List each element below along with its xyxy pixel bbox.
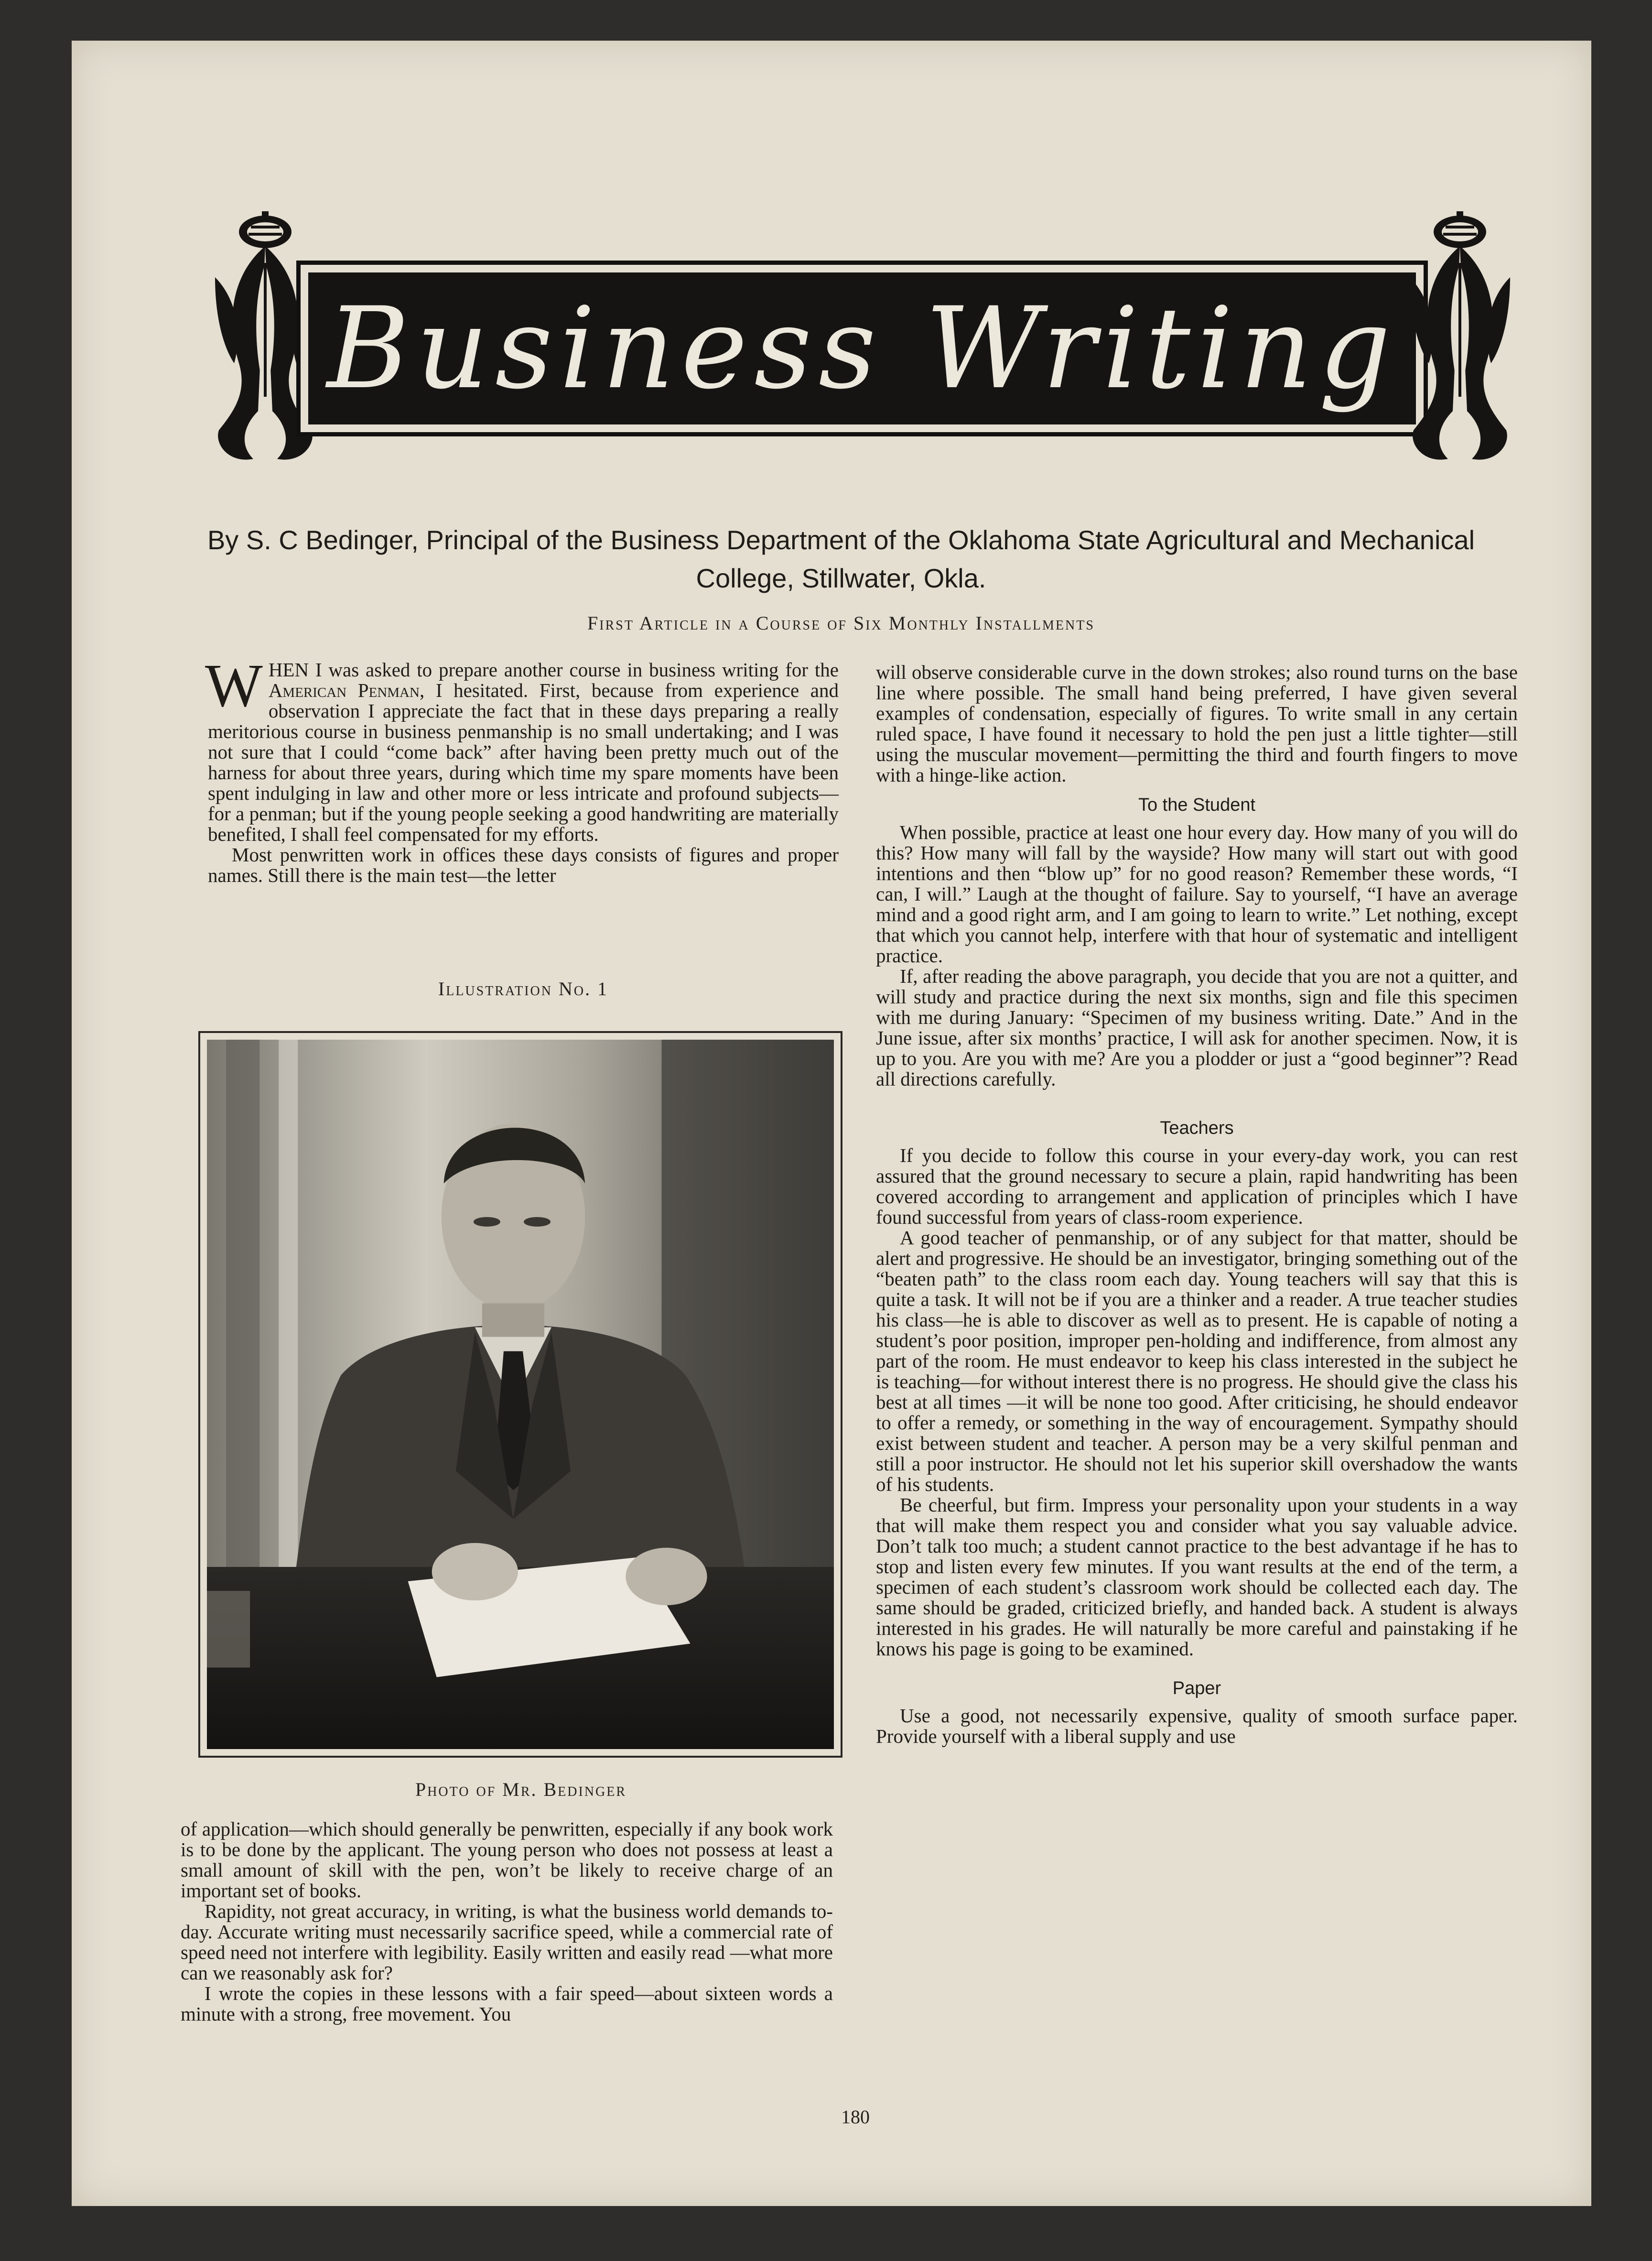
series-note: First Article in a Course of Six Monthly Installments bbox=[587, 612, 1095, 634]
magazine-name: American Penman bbox=[268, 679, 420, 701]
title-banner bbox=[296, 261, 1428, 436]
heading-to-the-student: To the Student bbox=[1138, 795, 1256, 815]
photo-caption: Photo of Mr. Bedinger bbox=[415, 1779, 627, 1800]
left-column-bottom bbox=[181, 1819, 833, 2024]
paragraph: A good teacher of penmanship, or of any subject for that matter, should be alert and progressive. He should be an investigator, bringing something out of the “beaten path” to the class room each day. Young teachers will say that this is quite a task. It will not be if you are a thinker and a reader. A true teacher studies his class—he is able to discover as well as to present. He is capable of noting a student’s poor position, improper pen-holding and indifference, from almost any part of the room. He must endeavor to keep his class interested in the subject he is teaching—for without interest there is no progress. He should give the class his best at all times —it will be none too good. After criticising, he should endeavor to offer a remedy, or something in the way of encouragement. Sympathy should exist between student and teacher. A person may be a very skilful penman and still a poor instructor. He should not let his superior skill overshadow the wants of his students. bbox=[876, 1227, 1518, 1495]
paragraph: When possible, practice at least one hour every day. How many of you will do this? How many will fall by the wayside? How many will start out with good intentions and then “blow up” for no good reason? Remember these words, “I can, I will.” Laugh at the thought of failure. Say to yourself, “I have an average mind and a good right arm, and I am going to learn to write.” Let nothing, except that which you cannot help, interfere with that hour of systematic and intelligent practice. bbox=[876, 821, 1518, 967]
paragraph: Rapidity, not great accuracy, in writing, is what the business world demands to-day. Accurate writing must necessarily sacrifice speed, while a commercial rate of speed need not interfere with legibility. Easily written and easily read —what more can we reasonably ask for? bbox=[181, 1900, 833, 1984]
byline bbox=[191, 521, 1491, 598]
intro-paragraph: WHEN I was asked to prepare another course in business writing for the American Penman, I hesitated. First, because from experience and observation I appreciate the fact that in these days preparing a really meritorious course in business penmanship is no small undertaking; and I was not sure that I could “come back” after having been pretty much out of the harness for about three years, during which time my spare moments have been spent indulging in law and other more or less intricate and profound subjects—for a penman; but if the young people seeking a good handwriting are materially benefited, I shall feel compensated for my efforts. bbox=[205, 652, 839, 845]
page-number: 180 bbox=[841, 2106, 870, 2128]
paragraph: Most penwritten work in offices these days consists of figures and proper names. Still there is the main test—the letter bbox=[208, 844, 839, 886]
drop-cap: W bbox=[205, 652, 263, 719]
masthead-title: Business Writing bbox=[327, 283, 1397, 414]
byline-line-1: By S. C Bedinger, Principal of the Business Department of the Oklahoma State Agricultural and Mechanical bbox=[207, 525, 1475, 555]
paragraph: Use a good, not necessarily expensive, quality of smooth surface paper. Provide yourself with a liberal supply and use bbox=[876, 1705, 1518, 1747]
illustration-label: Illustration No. 1 bbox=[438, 978, 609, 1000]
portrait-photo bbox=[207, 1040, 834, 1749]
lily-ornament-right-icon bbox=[1400, 206, 1520, 473]
paragraph: Be cheerful, but firm. Impress your personality upon your students in a way that will make them respect you and consider what you say valuable advice. Don’t talk too much; a student cannot practice to the best advantage if he has to stop and listen every few minutes. If you want results at the end of the term, a specimen of each student’s classroom work should be collected each day. The same should be graded, criticized briefly, and handed back. A student is always interested in his grades. He will naturally be more careful and painstaking if he knows his page is going to be examined. bbox=[876, 1494, 1518, 1660]
masthead bbox=[205, 206, 1520, 473]
photo-frame bbox=[198, 1031, 842, 1758]
paragraph: If you decide to follow this course in your every-day work, you can rest assured that the ground necessary to secure a plain, rapid handwriting has been covered according to arrangement and application of principles which I have found successful from years of class-room experience. bbox=[876, 1144, 1518, 1228]
heading-teachers: Teachers bbox=[1160, 1118, 1234, 1138]
paragraph: If, after reading the above paragraph, you decide that you are not a quitter, and will study and practice during the next six months, sign and file this specimen with me during January: “Specimen of my business writing. Date.” And in the June issue, after six months’ practice, I will ask for another specimen. Now, it is up to you. Are you with me? Are you a plodder or just a “good beginner”? Read all directions carefully. bbox=[876, 965, 1518, 1090]
heading-paper: Paper bbox=[1172, 1678, 1221, 1698]
title-banner-fill bbox=[308, 272, 1416, 424]
magazine-page bbox=[72, 41, 1591, 2206]
byline-line-2: College, Stillwater, Okla. bbox=[696, 563, 986, 593]
left-column-top bbox=[205, 652, 839, 886]
paragraph: I wrote the copies in these lessons with a fair speed—about sixteen words a minute with a strong, free movement. You bbox=[181, 1982, 833, 2025]
paragraph: will observe considerable curve in the down strokes; also round turns on the base line where possible. The small hand being preferred, I have given several examples of condensation, especially of figures. To write small in any certain ruled space, I have found it necessary to hold the pen just a little tighter—still using the muscular movement—permitting the third and fourth fingers to move with a hinge-like action. bbox=[876, 661, 1518, 786]
right-column bbox=[876, 662, 1518, 1747]
paragraph: of application—which should generally be penwritten, especially if any book work is to be done by the applicant. The young person who does not possess at least a small amount of skill with the pen, won’t be likely to receive charge of an important set of books. bbox=[181, 1818, 833, 1902]
